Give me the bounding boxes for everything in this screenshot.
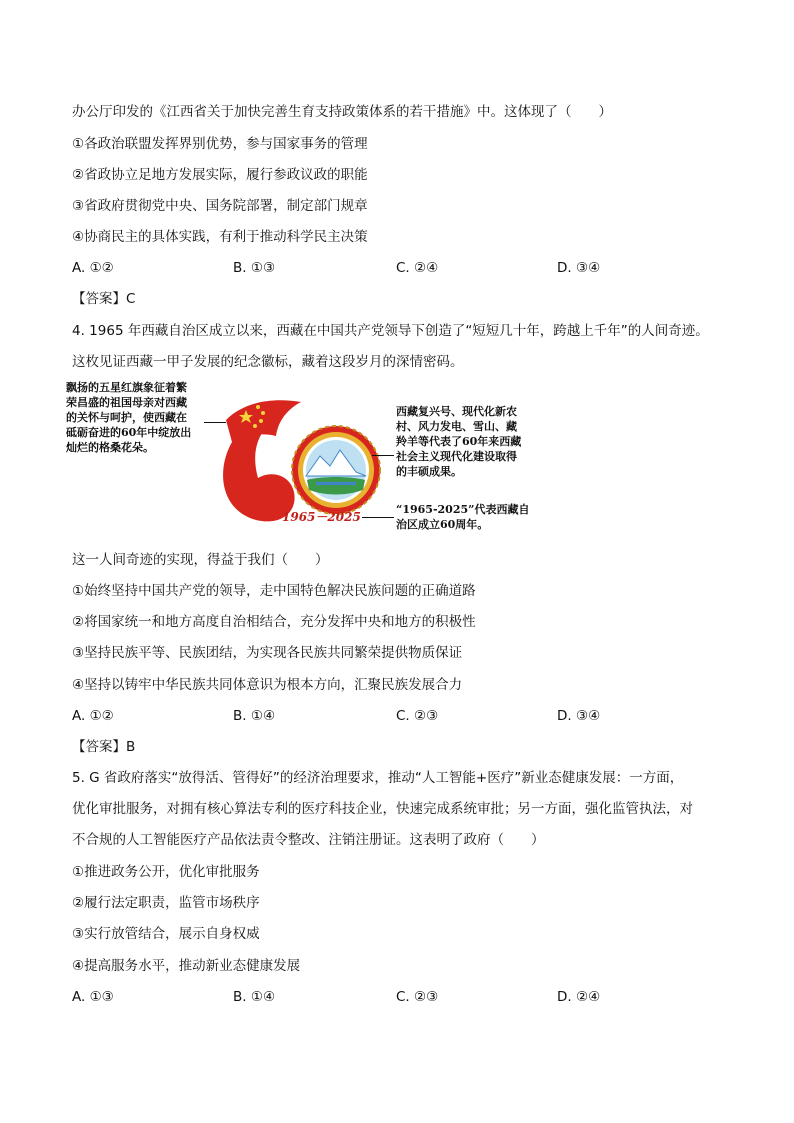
figure-left-caption-line: 飘扬的五星红旗象征着繁: [66, 381, 187, 394]
q4-option-b: B. ①④: [233, 708, 276, 724]
q3-answer: 【答案】C: [72, 291, 136, 307]
figure-right-caption-bottom: [396, 502, 561, 532]
q3-item-3: ③省政府贯彻党中央、国务院部署，制定部门规章: [72, 198, 368, 214]
q3-item-4: ④协商民主的具体实践，有利于推动科学民主决策: [72, 229, 368, 245]
q5-option-c: C. ②③: [396, 989, 439, 1005]
q5-stem-line-2: 优化审批服务，对拥有核心算法专利的医疗科技企业，快速完成系统审批；另一方面，强化监管执法，对: [72, 801, 693, 817]
figure-right-caption-line: 治区成立60周年。: [396, 518, 489, 531]
q4-item-1: ①始终坚持中国共产党的领导，走中国特色解决民族问题的正确道路: [72, 583, 476, 599]
q4-question: 这一人间奇迹的实现，得益于我们（ ）: [72, 552, 329, 568]
q5-option-b: B. ①④: [233, 989, 276, 1005]
q4-answer: 【答案】B: [72, 739, 136, 755]
q3-stem: 办公厅印发的《江西省关于加快完善生育支持政策体系的若干措施》中。这体现了（ ）: [72, 104, 612, 120]
q4-option-d: D. ③④: [557, 708, 601, 724]
figure-right-caption-top: [396, 404, 561, 479]
q5-stem-line-1: 5. G 省政府落实“放得活、管得好”的经济治理要求，推动“人工智能+医疗”新业态健康发展：一方面，: [72, 770, 684, 786]
figure-right-caption-line: 西藏复兴号、现代化新农: [396, 405, 517, 418]
figure-left-caption-line: 荣昌盛的祖国母亲对西藏: [66, 396, 187, 409]
sixty-emblem-icon: [206, 380, 396, 530]
q5-option-d: D. ②④: [557, 989, 601, 1005]
q3-option-a: A. ①②: [72, 260, 114, 276]
q5-item-1: ①推进政务公开，优化审批服务: [72, 864, 260, 880]
q3-option-b: B. ①③: [233, 260, 276, 276]
q3-item-2: ②省政协立足地方发展实际，履行参政议政的职能: [72, 167, 368, 183]
q5-option-a: A. ①③: [72, 989, 114, 1005]
q4-option-c: C. ②③: [396, 708, 439, 724]
q4-item-4: ④坚持以铸牢中华民族共同体意识为根本方向，汇聚民族发展合力: [72, 677, 463, 693]
q4-option-a: A. ①②: [72, 708, 114, 724]
q5-item-3: ③实行放管结合，展示自身权威: [72, 926, 260, 942]
figure-left-caption-line: 灿烂的格桑花朵。: [66, 441, 154, 454]
q4-stem-line-1: 4. 1965 年西藏自治区成立以来，西藏在中国共产党领导下创造了“短短几十年，跨越上千年”的人间奇迹。: [72, 323, 709, 339]
q5-stem-line-3: 不合规的人工智能医疗产品依法责令整改、注销注册证。这表明了政府（ ）: [72, 832, 545, 848]
figure-left-caption-line: 砥砺奋进的60年中绽放出: [66, 426, 192, 439]
figure-leader-line-right-bottom: [362, 517, 394, 518]
figure-right-caption-line: 羚羊等代表了60年来西藏: [396, 435, 522, 448]
figure-right-caption-line: 社会主义现代化建设取得: [396, 450, 517, 463]
q4-stem-line-2: 这枚见证西藏一甲子发展的纪念徽标，藏着这段岁月的深情密码。: [72, 354, 464, 370]
figure-right-caption-line: 的丰硕成果。: [396, 465, 462, 478]
figure-left-caption-line: 的关怀与呵护，使西藏在: [66, 411, 187, 424]
figure-right-caption-line: “1965-2025”代表西藏自: [396, 503, 530, 516]
q5-item-4: ④提高服务水平，推动新业态健康发展: [72, 958, 301, 974]
figure-right-caption-line: 村、风力发电、雪山、藏: [396, 420, 517, 433]
q4-item-3: ③坚持民族平等、民族团结，为实现各民族共同繁荣提供物质保证: [72, 645, 463, 661]
figure-leader-line-right-top: [372, 455, 394, 456]
q3-option-c: C. ②④: [396, 260, 439, 276]
q5-item-2: ②履行法定职责，监管市场秩序: [72, 895, 260, 911]
emblem-years-label: 1965－2025: [282, 510, 361, 524]
figure-left-caption: [66, 380, 216, 455]
q3-item-1: ①各政治联盟发挥界别优势，参与国家事务的管理: [72, 136, 368, 152]
q4-item-2: ②将国家统一和地方高度自治相结合，充分发挥中央和地方的积极性: [72, 614, 476, 630]
anniversary-emblem-figure: [66, 380, 556, 530]
q3-option-d: D. ③④: [557, 260, 601, 276]
